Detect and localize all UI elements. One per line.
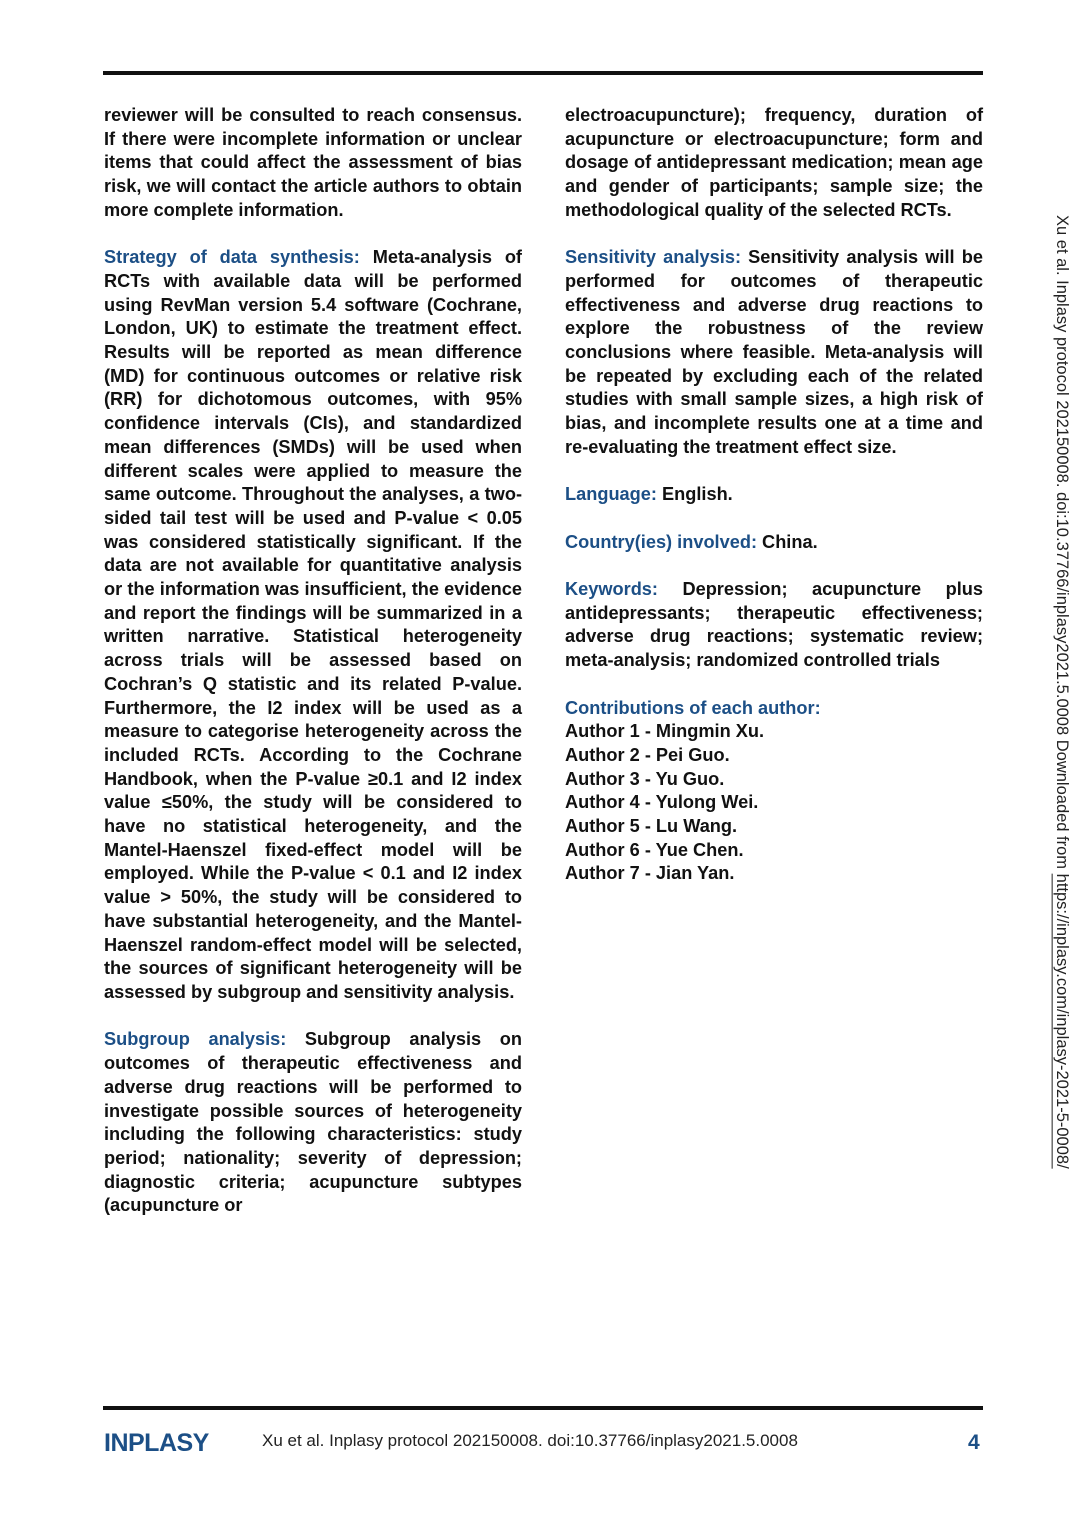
keywords-text: Depression; acupuncture plus antidepressants; therapeutic effectiveness; adverse drug reactions; systematic review; meta-analysis; randomized controlled trials <box>565 579 983 671</box>
footer-citation: Xu et al. Inplasy protocol 202150008. doi:10.37766/inplasy2021.5.0008 <box>262 1431 798 1450</box>
download-link[interactable]: https://inplasy.com/inplasy-2021-5-0008/ <box>1053 873 1071 1169</box>
country-section <box>565 531 983 555</box>
data-synthesis-section <box>104 246 522 1005</box>
author-item: Author 7 - Jian Yan. <box>565 863 735 884</box>
continued-paragraph <box>565 104 983 223</box>
data-synthesis-text: Meta-analysis of RCTs with available data will be performed using RevMan version 5.4 software (Cochrane, London, UK) to estimate the treatment effect. Results will be reported as mean difference (MD) for continuous outcomes or relative risk (RR) for dichotomous outcomes, with 95% confidence intervals (CIs), and standardized mean differences (SMDs) will be used when different scales were applied to measure the same outcome. Throughout the analyses, a two-sided tail test will be used and P-value < 0.05 was considered statistically significant. If the data are not available for quantitative analysis or the information was insufficient, the evidence and report the findings will be summarized in a written narrative. Statistical heterogeneity across trials will be assessed based on Cochran’s Q statistic and its related P-value. Furthermore, the I2 index will be used as a measure to categorise heterogeneity across the included RCTs. According to the Cochrane Handbook, when the P-value ≥0.1 and I2 index value ≤50%, the study will be considered to have no statistical heterogeneity, and the Mantel-Haenszel fixed-effect model will be employed. While the P-value < 0.1 and I2 index value > 50%, the study will be considered to have substantial heterogeneity, and the Mantel-Haenszel random-effect model will be selected, the sources of significant heterogeneity will be assessed by subgroup and sensitivity analysis. <box>104 247 522 1002</box>
sensitivity-text: Sensitivity analysis will be performed for outcomes of therapeutic effectiveness and adverse drug reactions to explore the robustness of the review conclusions where feasible. Meta-analysis will be repeated by excluding each of the related studies with small sample sizes, a high risk of bias, and incomplete results one at a time and re-evaluating the treatment effect size. <box>565 247 983 457</box>
intro-text: reviewer will be consulted to reach consensus. If there were incomplete information or unclear items that could affect the assessment of bias risk, we will contact the article authors to obtain more complete information. <box>104 105 522 220</box>
language-text: English. <box>656 484 733 505</box>
side-download-note <box>1052 215 1071 1169</box>
keywords-heading: Keywords: <box>565 579 658 599</box>
subgroup-text: Subgroup analysis on outcomes of therapeutic effectiveness and adverse drug reactions will be performed to investigate possible sources of heterogeneity including the following characteristics: study period; nationality; severity of depression; diagnostic criteria; acupuncture subtypes (acupuncture or <box>104 1029 522 1216</box>
author-item: Author 2 - Pei Guo. <box>565 744 730 765</box>
contributions-heading: Contributions of each author: <box>565 697 821 718</box>
subgroup-section <box>104 1028 522 1218</box>
left-column <box>104 104 522 1242</box>
page-number: 4 <box>968 1431 980 1454</box>
author-item: Author 6 - Yue Chen. <box>565 839 744 860</box>
sensitivity-section <box>565 246 983 459</box>
side-note-text: Xu et al. Inplasy protocol 202150008. doi:10.37766/inplasy2021.5.0008 Downloaded from <box>1053 215 1071 874</box>
sensitivity-heading: Sensitivity analysis: <box>565 247 741 268</box>
journal-logo: INPLASY <box>104 1429 209 1457</box>
author-item: Author 1 - Mingmin Xu. <box>565 721 765 742</box>
author-item: Author 5 - Lu Wang. <box>565 816 738 837</box>
language-section <box>565 483 983 507</box>
right-column <box>565 104 983 910</box>
language-heading: Language: <box>565 484 657 505</box>
intro-paragraph <box>104 104 522 223</box>
data-synthesis-heading: Strategy of data synthesis: <box>104 247 360 268</box>
country-heading: Country(ies) involved: <box>565 531 757 552</box>
keywords-section <box>565 578 983 673</box>
contributions-section <box>565 697 983 887</box>
subgroup-heading: Subgroup analysis: <box>104 1029 287 1050</box>
country-text: China. <box>757 531 818 552</box>
author-item: Author 4 - Yulong Wei. <box>565 792 759 813</box>
footer-rule <box>103 1406 983 1410</box>
author-item: Author 3 - Yu Guo. <box>565 768 725 789</box>
header-rule <box>103 71 983 75</box>
continued-text: electroacupuncture); frequency, duration of acupuncture or electroacupuncture; form and dosage of antidepressant medication; mean age and gender of participants; sample size; the methodological quality of the selected RCTs. <box>565 105 983 220</box>
